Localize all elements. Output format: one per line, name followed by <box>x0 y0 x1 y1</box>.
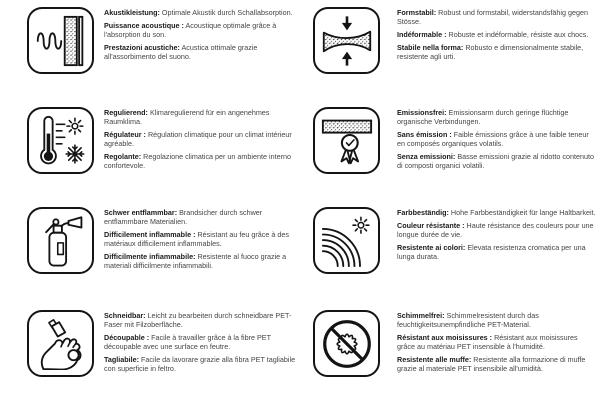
feature-text-block <box>397 7 597 65</box>
feature-it: Senza emissioni: Basse emissioni grazie al ridotto contenuto di composti organici volatili. <box>397 152 594 170</box>
feature-item-climate <box>27 107 303 174</box>
feature-item-acoustic <box>27 7 303 74</box>
feature-de: Farbbeständig: Hohe Farbbeständigkeit für lange Haltbarkeit. <box>397 208 596 217</box>
hand-cutter-icon <box>27 310 94 377</box>
feature-text-block <box>104 207 303 274</box>
feature-it: Resistente alle muffe: Resistente alla formazione di muffe grazie al materiale PET insensibile all'umidità. <box>397 355 586 373</box>
feature-fr: Indéformable : Robuste et indéformable, résiste aux chocs. <box>397 30 589 39</box>
feature-de: Schwer entflammbar: Brandsicher durch schwer entflammbare Materialien. <box>104 208 263 226</box>
feature-de: Regulierend: Klimaregulierend für ein angenehmes Raumklima. <box>104 108 270 126</box>
feature-item-cuttable <box>27 310 303 377</box>
feature-item-fire-resistant <box>27 207 303 274</box>
feature-fr: Sans émission : Faible émissions grâce à une faible teneur en composés organiques volatils. <box>397 130 589 148</box>
snowflake-icon <box>66 145 84 163</box>
feature-it: Resistente ai colori: Elevata resistenza cromatica per una lunga durata. <box>397 243 586 261</box>
thermometer-climate-icon <box>27 107 94 174</box>
feature-it: Prestazioni acustiche: Acustica ottimale grazie all'assorbimento del suono. <box>104 43 258 61</box>
feature-de: Formstabil: Robust und formstabil, widerstandsfähig gegen Stösse. <box>397 8 588 26</box>
sun-icon <box>353 217 369 233</box>
cutter-icon <box>48 319 64 336</box>
feature-de: Akustikleistung: Optimale Akustik durch Schallabsorption. <box>104 8 293 17</box>
feature-item-colorfast <box>313 207 597 274</box>
fire-extinguisher-icon <box>27 207 94 274</box>
shape-stability-compress-arrows-icon <box>313 7 380 74</box>
colorfast-rainbow-sun-icon <box>313 207 380 274</box>
sound-absorption-icon <box>27 7 94 74</box>
feature-text-block <box>104 7 303 65</box>
feature-de: Schneidbar: Leicht zu bearbeiten durch schneidbare PET-Faser mit Filzoberfläche. <box>104 311 292 329</box>
feature-de: Emissionsfrei: Emissionsarm durch geringe flüchtige organische Verbindungen. <box>397 108 569 126</box>
sun-icon <box>67 118 83 134</box>
no-mold-icon <box>313 310 380 377</box>
feature-text-block <box>397 207 597 265</box>
feature-text-block <box>397 310 597 377</box>
feature-it: Tagliabile: Facile da lavorare grazie alla fibra PET tagliabile con superficie in feltro. <box>104 355 296 373</box>
feature-item-shape-stability <box>313 7 597 74</box>
feature-it: Regolante: Regolazione climatica per un ambiente interno confortevole. <box>104 152 291 170</box>
feature-it: Difficilmente infiammabile: Resistente al fuoco grazie a materiali difficilmente infiammabili. <box>104 252 287 270</box>
feature-item-low-emission <box>313 107 597 174</box>
low-emission-certificate-icon <box>313 107 380 174</box>
feature-text-block <box>397 107 597 174</box>
feature-fr: Puissance acoustique : Acoustique optimale grâce à l'absorption du son. <box>104 21 277 39</box>
feature-fr: Couleur résistante : Haute résistance des couleurs pour une longue durée de vie. <box>397 221 594 239</box>
feature-fr: Découpable : Facile à travailler grâce à la fibre PET découpable avec une surface en feutre. <box>104 333 271 351</box>
feature-de: Schimmelfrei: Schimmelresistent durch das feuchtigkeitsunempfindliche PET-Material. <box>397 311 539 329</box>
feature-it: Stabile nella forma: Robusto e dimensionalmente stabile, resistente agli urti. <box>397 43 584 61</box>
feature-fr: Régulateur : Régulation climatique pour un climat intérieur agréable. <box>104 130 292 148</box>
feature-text-block <box>104 107 303 174</box>
feature-fr: Difficilement inflammable : Résistant au feu grâce à des matériaux difficilement inflammables. <box>104 230 289 248</box>
feature-item-mold-resistant <box>313 310 597 377</box>
feature-text-block <box>104 310 303 377</box>
feature-fr: Résistant aux moisissures : Résistant aux moisissures grâce au matériau PET insensible à l'humidité. <box>397 333 578 351</box>
